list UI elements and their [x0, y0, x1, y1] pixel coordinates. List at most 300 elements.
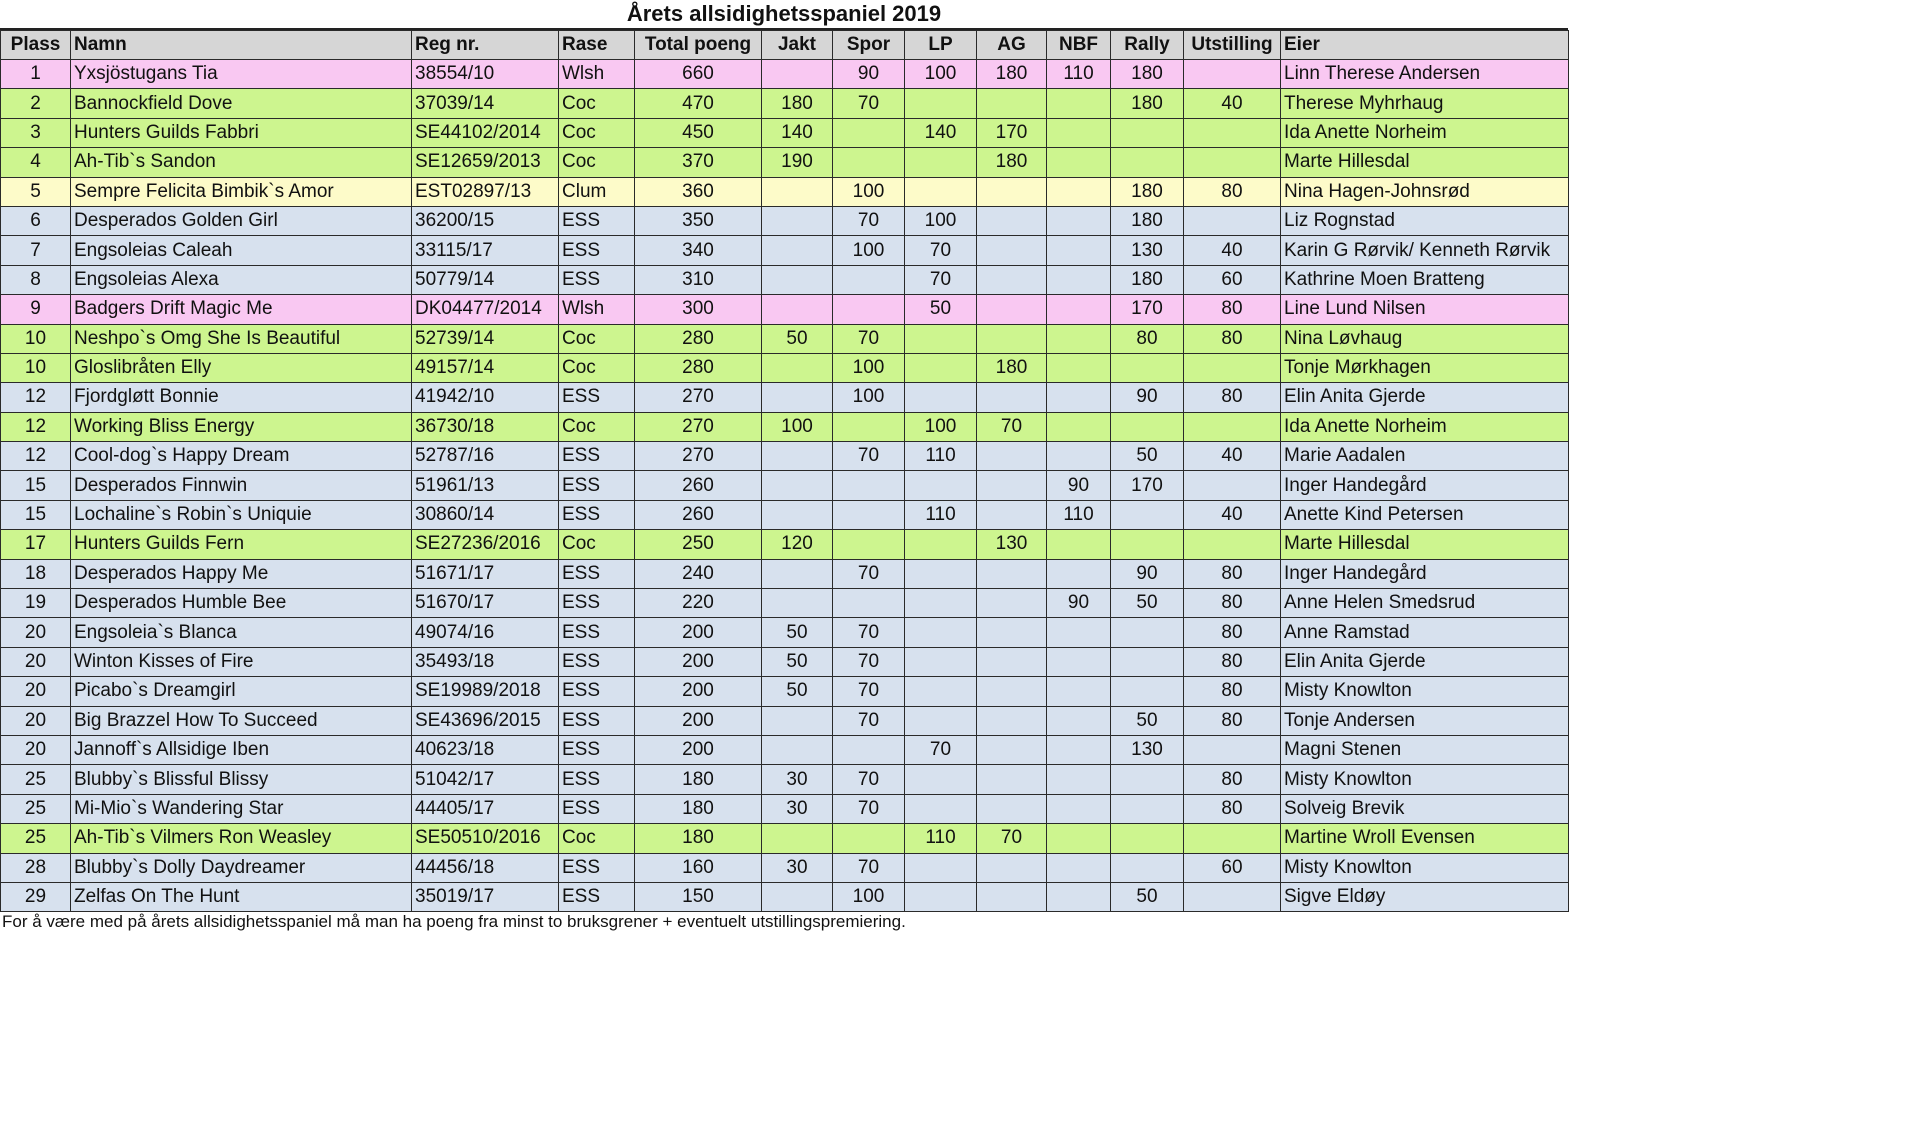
cell-total-poeng: 360: [635, 177, 762, 206]
cell-eier: Nina Hagen-Johnsrød: [1281, 177, 1569, 206]
cell-namn: Badgers Drift Magic Me: [71, 295, 412, 324]
cell-eier: Tonje Andersen: [1281, 706, 1569, 735]
cell-lp: 110: [905, 824, 977, 853]
cell-spor: 70: [833, 853, 905, 882]
cell-namn: Zelfas On The Hunt: [71, 882, 412, 911]
cell-rase: ESS: [559, 882, 635, 911]
cell-eier: Linn Therese Andersen: [1281, 60, 1569, 89]
cell-total-poeng: 200: [635, 735, 762, 764]
cell-total-poeng: 450: [635, 118, 762, 147]
cell-utstilling: [1184, 118, 1281, 147]
cell-rase: ESS: [559, 383, 635, 412]
cell-lp: [905, 324, 977, 353]
cell-utstilling: 40: [1184, 442, 1281, 471]
cell-nbf: [1047, 442, 1111, 471]
cell-lp: [905, 383, 977, 412]
cell-utstilling: 80: [1184, 677, 1281, 706]
cell-lp: 100: [905, 206, 977, 235]
cell-nbf: [1047, 765, 1111, 794]
cell-total-poeng: 180: [635, 824, 762, 853]
cell-rase: Coc: [559, 118, 635, 147]
column-header-total-poeng: Total poeng: [635, 31, 762, 60]
cell-plass: 9: [1, 295, 71, 324]
cell-lp: 70: [905, 265, 977, 294]
cell-plass: 15: [1, 471, 71, 500]
table-row: [1, 530, 1569, 559]
table-row: [1, 589, 1569, 618]
cell-nbf: [1047, 794, 1111, 823]
cell-total-poeng: 200: [635, 647, 762, 676]
cell-eier: Misty Knowlton: [1281, 677, 1569, 706]
cell-spor: 70: [833, 324, 905, 353]
cell-rase: Clum: [559, 177, 635, 206]
cell-rase: ESS: [559, 442, 635, 471]
table-row: [1, 148, 1569, 177]
cell-jakt: 30: [762, 765, 833, 794]
cell-total-poeng: 310: [635, 265, 762, 294]
cell-jakt: [762, 589, 833, 618]
cell-namn: Engsoleia`s Blanca: [71, 618, 412, 647]
cell-nbf: [1047, 148, 1111, 177]
column-header-rase: Rase: [559, 31, 635, 60]
cell-reg-nr: SE12659/2013: [412, 148, 559, 177]
table-row: [1, 236, 1569, 265]
cell-rally: [1111, 794, 1184, 823]
cell-namn: Ah-Tib`s Vilmers Ron Weasley: [71, 824, 412, 853]
cell-total-poeng: 200: [635, 618, 762, 647]
cell-jakt: [762, 471, 833, 500]
cell-rase: ESS: [559, 618, 635, 647]
cell-ag: [977, 500, 1047, 529]
cell-rally: [1111, 118, 1184, 147]
cell-utstilling: [1184, 412, 1281, 441]
cell-ag: 170: [977, 118, 1047, 147]
cell-nbf: [1047, 206, 1111, 235]
table-title: Årets allsidighetsspaniel 2019: [0, 0, 1568, 30]
cell-rally: [1111, 530, 1184, 559]
cell-jakt: [762, 177, 833, 206]
column-header-ag: AG: [977, 31, 1047, 60]
cell-spor: [833, 118, 905, 147]
cell-eier: Anne Ramstad: [1281, 618, 1569, 647]
cell-nbf: [1047, 706, 1111, 735]
cell-ag: [977, 265, 1047, 294]
cell-utstilling: 80: [1184, 295, 1281, 324]
cell-plass: 12: [1, 412, 71, 441]
table-row: [1, 383, 1569, 412]
table-row: [1, 442, 1569, 471]
cell-rally: [1111, 353, 1184, 382]
cell-namn: Jannoff`s Allsidige Iben: [71, 735, 412, 764]
cell-utstilling: 40: [1184, 500, 1281, 529]
cell-reg-nr: 30860/14: [412, 500, 559, 529]
cell-reg-nr: 38554/10: [412, 60, 559, 89]
cell-rally: [1111, 647, 1184, 676]
cell-eier: Elin Anita Gjerde: [1281, 383, 1569, 412]
cell-ag: [977, 618, 1047, 647]
cell-eier: Marte Hillesdal: [1281, 530, 1569, 559]
cell-plass: 28: [1, 853, 71, 882]
cell-nbf: 110: [1047, 500, 1111, 529]
table-row: [1, 677, 1569, 706]
cell-ag: [977, 324, 1047, 353]
cell-spor: [833, 471, 905, 500]
cell-ag: [977, 794, 1047, 823]
cell-namn: Yxsjöstugans Tia: [71, 60, 412, 89]
cell-jakt: [762, 824, 833, 853]
cell-ag: [977, 735, 1047, 764]
cell-rase: ESS: [559, 853, 635, 882]
cell-utstilling: 80: [1184, 324, 1281, 353]
cell-nbf: [1047, 824, 1111, 853]
table-row: [1, 118, 1569, 147]
cell-utstilling: [1184, 882, 1281, 911]
cell-rase: Wlsh: [559, 60, 635, 89]
cell-nbf: [1047, 324, 1111, 353]
cell-lp: [905, 677, 977, 706]
cell-rally: 50: [1111, 442, 1184, 471]
cell-reg-nr: 33115/17: [412, 236, 559, 265]
cell-eier: Ida Anette Norheim: [1281, 412, 1569, 441]
cell-nbf: [1047, 647, 1111, 676]
cell-rase: ESS: [559, 500, 635, 529]
cell-eier: Marte Hillesdal: [1281, 148, 1569, 177]
cell-eier: Elin Anita Gjerde: [1281, 647, 1569, 676]
cell-total-poeng: 280: [635, 324, 762, 353]
cell-namn: Gloslibråten Elly: [71, 353, 412, 382]
cell-jakt: [762, 735, 833, 764]
cell-ag: [977, 706, 1047, 735]
table-row: [1, 559, 1569, 588]
cell-plass: 10: [1, 353, 71, 382]
cell-utstilling: 80: [1184, 618, 1281, 647]
cell-rase: ESS: [559, 236, 635, 265]
cell-rally: 180: [1111, 60, 1184, 89]
cell-namn: Desperados Humble Bee: [71, 589, 412, 618]
cell-reg-nr: 44456/18: [412, 853, 559, 882]
cell-plass: 20: [1, 647, 71, 676]
cell-jakt: 50: [762, 677, 833, 706]
cell-lp: [905, 353, 977, 382]
cell-plass: 29: [1, 882, 71, 911]
cell-rally: 180: [1111, 177, 1184, 206]
cell-spor: 100: [833, 882, 905, 911]
cell-eier: Magni Stenen: [1281, 735, 1569, 764]
cell-jakt: [762, 559, 833, 588]
table-row: [1, 324, 1569, 353]
cell-lp: [905, 706, 977, 735]
cell-jakt: [762, 236, 833, 265]
cell-ag: [977, 559, 1047, 588]
column-header-utstilling: Utstilling: [1184, 31, 1281, 60]
cell-total-poeng: 370: [635, 148, 762, 177]
cell-utstilling: 80: [1184, 706, 1281, 735]
cell-reg-nr: 41942/10: [412, 383, 559, 412]
cell-ag: 180: [977, 353, 1047, 382]
footer-note: For å være med på årets allsidighetsspaniel må man ha poeng fra minst to bruksgrener + eventuelt utstillingspremiering.: [2, 912, 906, 932]
cell-utstilling: [1184, 60, 1281, 89]
cell-eier: Sigve Eldøy: [1281, 882, 1569, 911]
cell-total-poeng: 340: [635, 236, 762, 265]
table-row: [1, 735, 1569, 764]
cell-lp: 70: [905, 236, 977, 265]
cell-nbf: [1047, 412, 1111, 441]
cell-lp: [905, 559, 977, 588]
cell-spor: [833, 148, 905, 177]
cell-utstilling: [1184, 148, 1281, 177]
table-header: [1, 31, 1569, 60]
cell-ag: [977, 206, 1047, 235]
cell-nbf: [1047, 265, 1111, 294]
cell-ag: [977, 383, 1047, 412]
cell-reg-nr: DK04477/2014: [412, 295, 559, 324]
cell-jakt: 140: [762, 118, 833, 147]
cell-spor: [833, 265, 905, 294]
cell-plass: 7: [1, 236, 71, 265]
cell-lp: 70: [905, 735, 977, 764]
column-header-reg-nr: Reg nr.: [412, 31, 559, 60]
cell-total-poeng: 300: [635, 295, 762, 324]
cell-rase: ESS: [559, 735, 635, 764]
cell-eier: Martine Wroll Evensen: [1281, 824, 1569, 853]
table-row: [1, 824, 1569, 853]
table-row: [1, 471, 1569, 500]
cell-rase: Coc: [559, 412, 635, 441]
cell-utstilling: 40: [1184, 236, 1281, 265]
cell-utstilling: 80: [1184, 383, 1281, 412]
cell-eier: Inger Handegård: [1281, 559, 1569, 588]
cell-spor: [833, 295, 905, 324]
cell-namn: Fjordgløtt Bonnie: [71, 383, 412, 412]
cell-namn: Picabo`s Dreamgirl: [71, 677, 412, 706]
cell-rase: Coc: [559, 324, 635, 353]
cell-plass: 4: [1, 148, 71, 177]
cell-spor: 70: [833, 89, 905, 118]
cell-rally: 80: [1111, 324, 1184, 353]
cell-plass: 25: [1, 824, 71, 853]
cell-nbf: [1047, 853, 1111, 882]
cell-nbf: [1047, 735, 1111, 764]
cell-rally: 50: [1111, 589, 1184, 618]
cell-rally: 50: [1111, 882, 1184, 911]
cell-rally: [1111, 677, 1184, 706]
cell-reg-nr: 51671/17: [412, 559, 559, 588]
cell-jakt: [762, 442, 833, 471]
cell-utstilling: [1184, 206, 1281, 235]
cell-spor: 70: [833, 206, 905, 235]
cell-namn: Neshpo`s Omg She Is Beautiful: [71, 324, 412, 353]
cell-rase: ESS: [559, 559, 635, 588]
cell-total-poeng: 160: [635, 853, 762, 882]
cell-jakt: [762, 265, 833, 294]
cell-utstilling: 80: [1184, 177, 1281, 206]
cell-plass: 12: [1, 383, 71, 412]
cell-jakt: [762, 353, 833, 382]
cell-utstilling: [1184, 471, 1281, 500]
cell-plass: 10: [1, 324, 71, 353]
cell-namn: Desperados Happy Me: [71, 559, 412, 588]
cell-nbf: [1047, 530, 1111, 559]
cell-lp: [905, 471, 977, 500]
table-row: [1, 794, 1569, 823]
cell-namn: Cool-dog`s Happy Dream: [71, 442, 412, 471]
cell-nbf: [1047, 177, 1111, 206]
cell-spor: 90: [833, 60, 905, 89]
cell-plass: 3: [1, 118, 71, 147]
cell-spor: 70: [833, 677, 905, 706]
cell-utstilling: 80: [1184, 765, 1281, 794]
cell-spor: [833, 412, 905, 441]
table-row: [1, 295, 1569, 324]
cell-rally: 170: [1111, 471, 1184, 500]
cell-utstilling: [1184, 824, 1281, 853]
cell-reg-nr: 49074/16: [412, 618, 559, 647]
cell-rase: ESS: [559, 589, 635, 618]
cell-plass: 18: [1, 559, 71, 588]
table-row: [1, 265, 1569, 294]
cell-utstilling: 80: [1184, 794, 1281, 823]
cell-eier: Marie Aadalen: [1281, 442, 1569, 471]
cell-rally: 180: [1111, 206, 1184, 235]
cell-spor: 100: [833, 177, 905, 206]
cell-rase: ESS: [559, 647, 635, 676]
cell-reg-nr: SE43696/2015: [412, 706, 559, 735]
cell-nbf: [1047, 89, 1111, 118]
cell-plass: 12: [1, 442, 71, 471]
cell-nbf: [1047, 236, 1111, 265]
table-body: [1, 60, 1569, 912]
cell-ag: [977, 853, 1047, 882]
cell-total-poeng: 260: [635, 500, 762, 529]
table-row: [1, 412, 1569, 441]
cell-eier: Misty Knowlton: [1281, 853, 1569, 882]
cell-jakt: 50: [762, 647, 833, 676]
cell-rally: 90: [1111, 383, 1184, 412]
cell-jakt: 30: [762, 794, 833, 823]
cell-total-poeng: 200: [635, 677, 762, 706]
cell-lp: [905, 148, 977, 177]
cell-utstilling: [1184, 530, 1281, 559]
cell-nbf: [1047, 118, 1111, 147]
cell-plass: 20: [1, 735, 71, 764]
cell-utstilling: 80: [1184, 647, 1281, 676]
cell-eier: Nina Løvhaug: [1281, 324, 1569, 353]
cell-total-poeng: 240: [635, 559, 762, 588]
cell-namn: Sempre Felicita Bimbik`s Amor: [71, 177, 412, 206]
cell-rase: ESS: [559, 765, 635, 794]
cell-namn: Bannockfield Dove: [71, 89, 412, 118]
table-row: [1, 353, 1569, 382]
results-table: [0, 30, 1569, 912]
cell-rally: [1111, 148, 1184, 177]
cell-lp: [905, 882, 977, 911]
cell-namn: Hunters Guilds Fern: [71, 530, 412, 559]
cell-reg-nr: 51042/17: [412, 765, 559, 794]
cell-utstilling: 80: [1184, 559, 1281, 588]
cell-spor: 70: [833, 794, 905, 823]
cell-nbf: 90: [1047, 589, 1111, 618]
cell-reg-nr: 44405/17: [412, 794, 559, 823]
cell-total-poeng: 270: [635, 412, 762, 441]
cell-namn: Working Bliss Energy: [71, 412, 412, 441]
column-header-jakt: Jakt: [762, 31, 833, 60]
cell-ag: [977, 647, 1047, 676]
cell-utstilling: 40: [1184, 89, 1281, 118]
cell-spor: 70: [833, 706, 905, 735]
cell-plass: 19: [1, 589, 71, 618]
cell-rase: Coc: [559, 89, 635, 118]
cell-spor: [833, 735, 905, 764]
cell-ag: 130: [977, 530, 1047, 559]
cell-utstilling: [1184, 353, 1281, 382]
cell-plass: 5: [1, 177, 71, 206]
cell-namn: Big Brazzel How To Succeed: [71, 706, 412, 735]
cell-rase: Coc: [559, 148, 635, 177]
cell-rase: ESS: [559, 265, 635, 294]
cell-plass: 20: [1, 677, 71, 706]
cell-namn: Blubby`s Blissful Blissy: [71, 765, 412, 794]
cell-namn: Mi-Mio`s Wandering Star: [71, 794, 412, 823]
cell-jakt: 120: [762, 530, 833, 559]
table-row: [1, 60, 1569, 89]
cell-nbf: 110: [1047, 60, 1111, 89]
cell-rase: ESS: [559, 471, 635, 500]
cell-eier: Therese Myhrhaug: [1281, 89, 1569, 118]
cell-jakt: [762, 295, 833, 324]
cell-jakt: [762, 383, 833, 412]
cell-utstilling: 60: [1184, 265, 1281, 294]
cell-lp: [905, 853, 977, 882]
cell-total-poeng: 200: [635, 706, 762, 735]
cell-ag: 180: [977, 60, 1047, 89]
cell-reg-nr: 35493/18: [412, 647, 559, 676]
cell-spor: 70: [833, 647, 905, 676]
cell-lp: 100: [905, 412, 977, 441]
cell-eier: Solveig Brevik: [1281, 794, 1569, 823]
cell-spor: 100: [833, 353, 905, 382]
cell-reg-nr: 36730/18: [412, 412, 559, 441]
cell-ag: [977, 89, 1047, 118]
cell-namn: Engsoleias Alexa: [71, 265, 412, 294]
cell-utstilling: [1184, 735, 1281, 764]
cell-total-poeng: 250: [635, 530, 762, 559]
column-header-rally: Rally: [1111, 31, 1184, 60]
table-row: [1, 206, 1569, 235]
cell-reg-nr: SE50510/2016: [412, 824, 559, 853]
cell-jakt: [762, 60, 833, 89]
cell-reg-nr: 52739/14: [412, 324, 559, 353]
cell-ag: [977, 177, 1047, 206]
cell-rally: [1111, 618, 1184, 647]
cell-plass: 25: [1, 794, 71, 823]
cell-reg-nr: 51961/13: [412, 471, 559, 500]
cell-total-poeng: 280: [635, 353, 762, 382]
cell-total-poeng: 470: [635, 89, 762, 118]
cell-reg-nr: 51670/17: [412, 589, 559, 618]
cell-reg-nr: SE27236/2016: [412, 530, 559, 559]
cell-rally: 180: [1111, 89, 1184, 118]
column-header-plass: Plass: [1, 31, 71, 60]
cell-namn: Desperados Finnwin: [71, 471, 412, 500]
cell-jakt: 50: [762, 324, 833, 353]
cell-jakt: [762, 500, 833, 529]
cell-rase: ESS: [559, 706, 635, 735]
cell-reg-nr: 36200/15: [412, 206, 559, 235]
cell-rase: ESS: [559, 677, 635, 706]
cell-nbf: [1047, 383, 1111, 412]
cell-rase: ESS: [559, 794, 635, 823]
cell-total-poeng: 180: [635, 794, 762, 823]
